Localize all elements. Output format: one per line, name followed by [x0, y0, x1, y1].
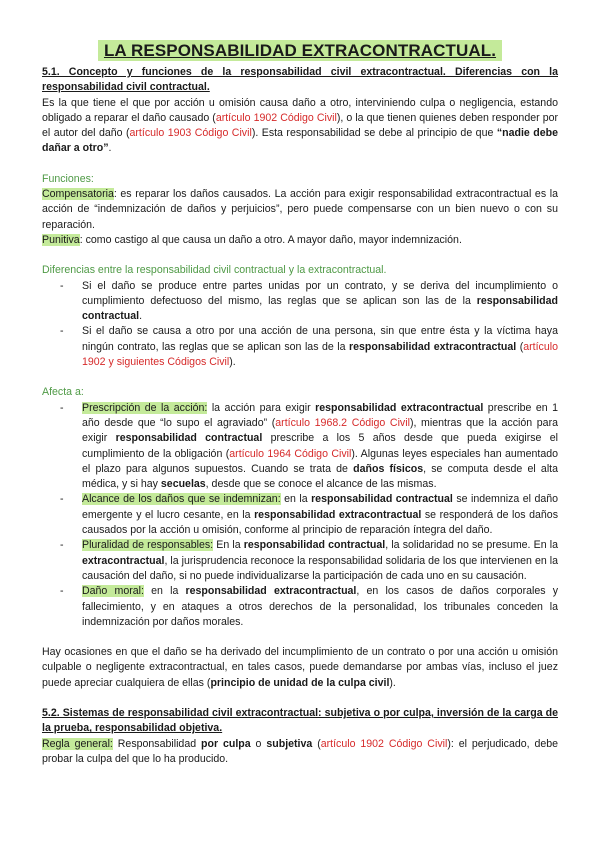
- principle-quote: “nadie debe dañar a otro”: [42, 127, 559, 155]
- regla-general-paragraph: Regla general: Responsabilidad por culpa o subjetiva (artículo 1902 Código Civil): el perjudicado, debe probar la culpa del que lo ha producido.: [42, 737, 559, 765]
- list-item: - Alcance de los daños que se indemnizan: en la responsabilidad contractual se indemniza el daño emergente y el lucro cesante, en la responsabilidad extracontractual se responderá de los daños causados por la acción u omisión, conforme al principio de reparación íntegra del daño.: [60, 493, 559, 537]
- dano-moral-highlight: Daño moral:: [82, 585, 144, 598]
- section-5-1-heading: 5.1. Concepto y funciones de la responsabilidad civil extracontractual. Diferencias con la responsabilidad civil contractual.: [42, 66, 558, 94]
- diferencias-list: [42, 279, 558, 371]
- compensatoria-paragraph: Compensatoria: es reparar los daños causados. La acción para exigir responsabilidad extracontractual es la acción de “indemnización de daños y perjuicios”, pero puede compensarse con un bien nuevo o con su reparación.: [42, 188, 558, 231]
- citation-art-1903: artículo 1903 Código Civil: [129, 127, 252, 140]
- punitiva-highlight: Punitiva: [42, 233, 80, 246]
- list-item: - Pluralidad de responsables: En la responsabilidad contractual, la solidaridad no se presume. En la extracontractual, la jurisprudencia reconoce la responsabilidad solidaria de los que intervienen en la causación del daño, si no puede individualizarse la participación de cada uno en su causación.: [60, 539, 558, 582]
- list-item: - Prescripción de la acción: la acción para exigir responsabilidad extracontractual prescribe en 1 año desde que “lo supo el agraviado” (artículo 1968.2 Código Civil), mientras que la acción para exigir responsabilidad contractual prescribe a los 5 años desde que pueda exigirse el cumplimiento de la obligación (artículo 1964 Código Civil). Algunas leyes especiales han aumentado el plazo para algunos supuestos. Cuando se trata de daños físicos, se computa desde el alta médica, y si hay secuelas, desde que se conoce el alcance de las mismas.: [60, 401, 559, 491]
- funciones-label: Funciones:: [42, 172, 94, 185]
- citation-art-1902-siguientes: artículo 1902 y siguientes Códigos Civil: [82, 340, 558, 369]
- citation-art-1902-b: artículo 1902 Código Civil: [320, 737, 448, 750]
- concept-paragraph: Es la que tiene el que por acción u omisión causa daño a otro, interviniendo culpa o negligencia, estando obligado a reparar el daño causado (artículo 1902 Código Civil), o la que tienen quienes deben responder por el autor del daño (artículo 1903 Código Civil). Esta responsabilidad se debe al principio de que “nadie debe dañar a otro”.: [42, 96, 559, 155]
- citation-art-1964: artículo 1964 Código Civil: [229, 447, 352, 460]
- citation-art-1968: artículo 1968.2 Código Civil: [275, 416, 410, 429]
- list-item: - Si el daño se causa a otro por una acción de una persona, sin que entre ésta y la víctima haya ningún contrato, las reglas que se aplican son las de la responsabilidad extracontractual (artículo 1902 y siguientes Códigos Civil).: [60, 325, 558, 369]
- punitiva-paragraph: Punitiva: como castigo al que causa un daño a otro. A mayor daño, mayor indemnización.: [42, 233, 462, 246]
- pluralidad-highlight: Pluralidad de responsables:: [82, 539, 214, 552]
- alcance-highlight: Alcance de los daños que se indemnizan:: [82, 493, 281, 506]
- afecta-label: Afecta a:: [42, 386, 84, 399]
- afecta-list: [42, 401, 558, 630]
- unidad-culpa-paragraph: Hay ocasiones en que el daño se ha derivado del incumplimiento de un contrato o por una acción u omisión culpable o negligente extracontractual, en tales casos, puede demandarse por ambas vías, incluso el juez puede apreciar cualquiera de ellas (principio de unidad de la culpa civil).: [42, 646, 558, 689]
- page-title: LA RESPONSABILIDAD EXTRACONTRACTUAL.: [98, 40, 502, 61]
- list-item: - Daño moral: en la responsabilidad extracontractual, en los casos de daños corporales y fallecimiento, y en ataques a otros derechos de la personalidad, los tribunales conceden la indemnización por daños morales.: [60, 585, 559, 628]
- section-5-2-heading: 5.2. Sistemas de responsabilidad civil extracontractual: subjetiva o por culpa, inversión de la carga de la prueba, responsabilidad objetiva.: [42, 706, 558, 735]
- diferencias-label: Diferencias entre la responsabilidad civil contractual y la extracontractual.: [42, 264, 387, 277]
- citation-art-1902: artículo 1902 Código Civil: [215, 111, 337, 124]
- prescripcion-highlight: Prescripción de la acción:: [82, 401, 208, 414]
- document-page: [42, 40, 558, 767]
- compensatoria-highlight: Compensatoria: [42, 188, 114, 201]
- regla-general-highlight: Regla general:: [42, 737, 113, 750]
- list-item: - Si el daño se produce entre partes unidas por un contrato, y se deriva del incumplimiento o cumplimiento defectuoso del mismo, las reglas que se aplican son las de la responsabilidad contractual.: [60, 279, 558, 323]
